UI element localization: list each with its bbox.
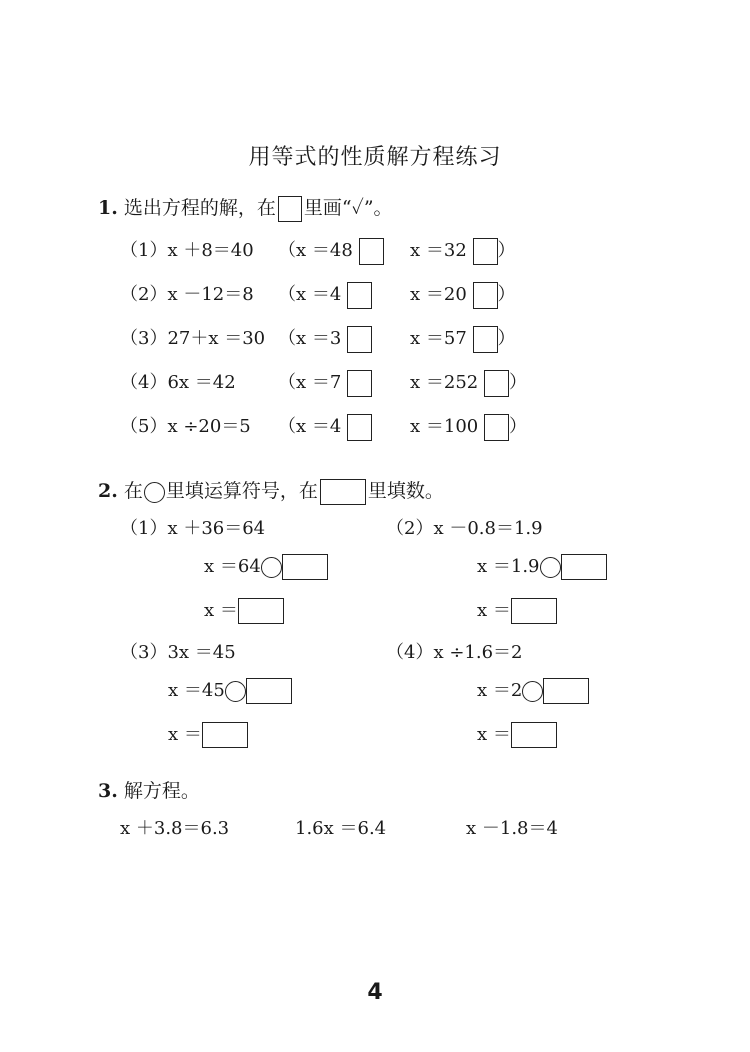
q1-row-1-choice-a (278, 236, 384, 265)
close-paren: ） (508, 372, 527, 393)
q3-equation-2: 1.6x ＝6.4 (295, 818, 387, 839)
close-paren: ） (508, 416, 527, 437)
q2-part-3-equation (120, 638, 236, 664)
choice-label: x ＝20 (410, 284, 467, 305)
choice-label: x ＝252 (410, 372, 479, 393)
choice-label: （x ＝3 (278, 328, 342, 349)
q1-row-5 (120, 412, 251, 438)
q1-row-equation: x －12＝8 (167, 284, 254, 305)
question-3-number: 3. (98, 780, 118, 802)
q3-equation-1: x ＋3.8＝6.3 (120, 818, 230, 839)
question-2-text-b: 里填运算符号，在 (165, 480, 318, 502)
q1-row-5-choice-b (410, 412, 527, 441)
q3-equation-3: x －1.8＝4 (466, 818, 558, 839)
step-text: x ＝64 (204, 556, 261, 577)
q2-part-label: （3） (120, 642, 168, 663)
choice-label: x ＝100 (410, 416, 479, 437)
answer-checkbox[interactable] (473, 238, 498, 265)
q2-part-2-step-2 (477, 596, 557, 624)
step-text: x ＝ (477, 724, 511, 745)
choice-label: （x ＝4 (278, 284, 342, 305)
q2-part-4-equation (386, 638, 523, 664)
number-box[interactable] (543, 678, 589, 704)
answer-checkbox[interactable] (347, 370, 372, 397)
q2-part-label: （4） (386, 642, 434, 663)
sample-operator-circle (144, 482, 165, 503)
number-box[interactable] (202, 722, 248, 748)
q1-row-label: （3） (120, 328, 168, 349)
number-box[interactable] (511, 722, 557, 748)
page-title: 用等式的性质解方程练习 (248, 145, 502, 170)
choice-label: x ＝32 (410, 240, 467, 261)
step-text: x ＝45 (168, 680, 225, 701)
question-2-text-c: 里填数。 (367, 480, 444, 502)
q2-part-equation: x －0.8＝1.9 (433, 518, 543, 539)
close-paren: ） (497, 284, 516, 305)
question-2-number: 2. (98, 480, 118, 502)
choice-label: （x ＝48 (278, 240, 353, 261)
q1-row-4-choice-b (410, 368, 527, 397)
question-2-text-a: 在 (123, 480, 143, 502)
choice-label: （x ＝7 (278, 372, 342, 393)
close-paren: ） (497, 328, 516, 349)
q1-row-label: （5） (120, 416, 168, 437)
q1-row-label: （2） (120, 284, 168, 305)
step-text: x ＝ (477, 600, 511, 621)
answer-checkbox[interactable] (347, 414, 372, 441)
question-3-prompt (98, 776, 200, 803)
q1-row-4 (120, 368, 236, 394)
q1-row-2-choice-a (278, 280, 372, 309)
operator-circle[interactable] (225, 681, 246, 702)
step-text: x ＝ (168, 724, 202, 745)
q1-row-2 (120, 280, 254, 306)
operator-circle[interactable] (261, 557, 282, 578)
q1-row-2-choice-b (410, 280, 516, 309)
choice-label: （x ＝4 (278, 416, 342, 437)
answer-checkbox[interactable] (347, 326, 372, 353)
q1-row-equation: x ÷20＝5 (167, 416, 251, 437)
sample-number-box (320, 479, 366, 505)
sample-answer-box (278, 196, 302, 222)
answer-checkbox[interactable] (484, 370, 509, 397)
q2-part-equation: 3x ＝45 (167, 642, 236, 663)
number-box[interactable] (561, 554, 607, 580)
q2-part-2-equation (386, 514, 543, 540)
q1-row-equation: x ＋8＝40 (167, 240, 254, 261)
q2-part-4-step-2 (477, 720, 557, 748)
q1-row-3-choice-a (278, 324, 372, 353)
q1-row-3 (120, 324, 265, 350)
close-paren: ） (497, 240, 516, 261)
number-box[interactable] (238, 598, 284, 624)
answer-checkbox[interactable] (473, 282, 498, 309)
number-box[interactable] (246, 678, 292, 704)
q2-part-3-step-2 (168, 720, 248, 748)
operator-circle[interactable] (522, 681, 543, 702)
q1-row-4-choice-a (278, 368, 372, 397)
question-3-text: 解方程。 (123, 780, 200, 802)
q2-part-1-step-1 (204, 552, 328, 580)
question-1-text-b: 里画“✓”。 (303, 197, 393, 219)
step-text: x ＝ (204, 600, 238, 621)
q1-row-3-choice-b (410, 324, 516, 353)
q1-row-5-choice-a (278, 412, 372, 441)
answer-checkbox[interactable] (473, 326, 498, 353)
q2-part-1-step-2 (204, 596, 284, 624)
question-1-number: 1. (98, 197, 118, 219)
page-number: 4 (367, 980, 383, 1005)
q1-row-equation: 27＋x ＝30 (167, 328, 266, 349)
number-box[interactable] (282, 554, 328, 580)
q2-part-4-step-1 (477, 676, 589, 704)
q1-row-label: （4） (120, 372, 168, 393)
q1-row-1 (120, 236, 254, 262)
operator-circle[interactable] (540, 557, 561, 578)
question-2-prompt (98, 476, 444, 505)
q1-row-1-choice-b (410, 236, 516, 265)
q2-part-2-step-1 (477, 552, 607, 580)
q2-part-equation: x ＋36＝64 (167, 518, 266, 539)
q1-row-equation: 6x ＝42 (167, 372, 236, 393)
question-1-prompt (98, 193, 393, 222)
q2-part-label: （1） (120, 518, 168, 539)
answer-checkbox[interactable] (484, 414, 509, 441)
number-box[interactable] (511, 598, 557, 624)
answer-checkbox[interactable] (359, 238, 384, 265)
step-text: x ＝1.9 (477, 556, 540, 577)
q1-row-label: （1） (120, 240, 168, 261)
q2-part-equation: x ÷1.6＝2 (433, 642, 523, 663)
q2-part-3-step-1 (168, 676, 292, 704)
step-text: x ＝2 (477, 680, 523, 701)
q2-part-label: （2） (386, 518, 434, 539)
q2-part-1-equation (120, 514, 265, 540)
question-1-text-a: 选出方程的解，在 (123, 197, 276, 219)
choice-label: x ＝57 (410, 328, 467, 349)
answer-checkbox[interactable] (347, 282, 372, 309)
